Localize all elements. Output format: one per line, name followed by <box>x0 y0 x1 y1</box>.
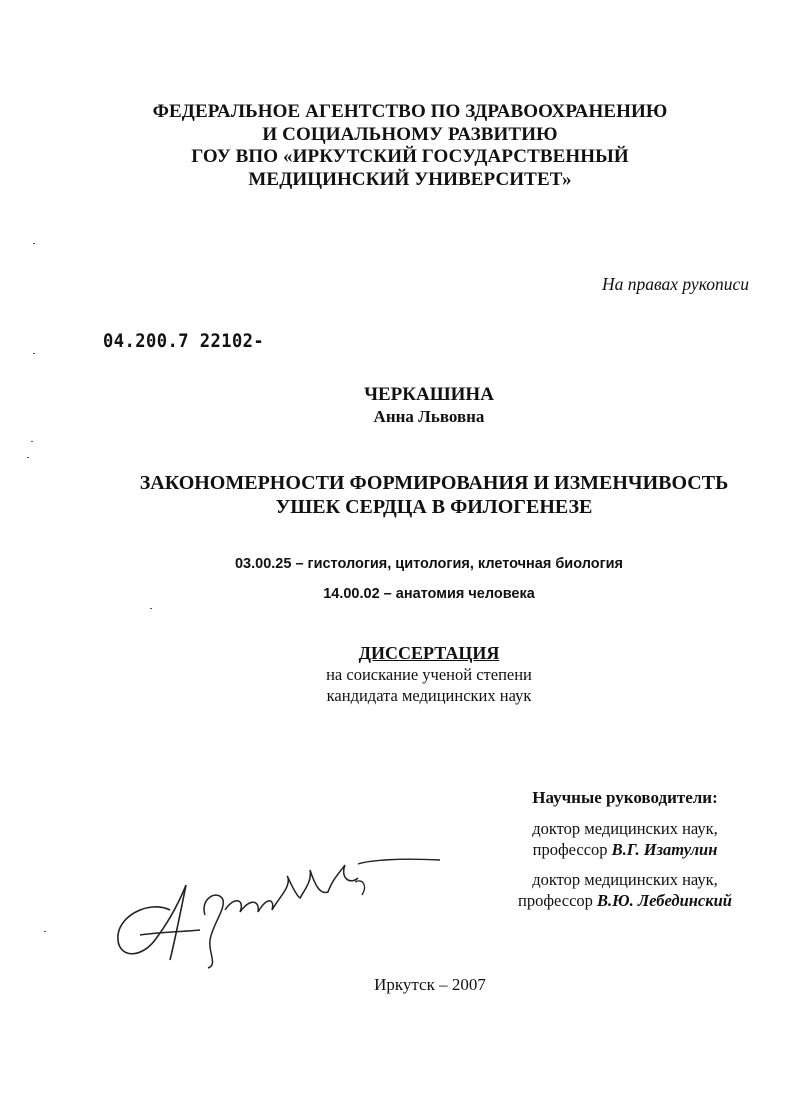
scan-speck <box>33 353 35 354</box>
author-block <box>30 384 798 428</box>
dissertation-type-block <box>30 642 798 706</box>
specialties-list <box>30 549 798 609</box>
supervisor-title: профессор <box>518 891 593 910</box>
author-given-names: Анна Львовна <box>373 407 485 426</box>
organization-line: ГОУ ВПО «ИРКУТСКИЙ ГОСУДАРСТВЕННЫЙ <box>191 146 629 167</box>
organization-header <box>60 101 760 191</box>
handwritten-signature <box>100 840 460 980</box>
organization-line: ФЕДЕРАЛЬНОЕ АГЕНТСТВО ПО ЗДРАВООХРАНЕНИЮ <box>152 101 668 122</box>
supervisor-title-line <box>480 890 770 911</box>
author-surname: ЧЕРКАШИНА <box>364 384 494 405</box>
scan-speck <box>31 441 33 442</box>
scan-speck <box>33 243 35 244</box>
dissertation-heading: ДИССЕРТАЦИЯ <box>358 643 500 663</box>
scan-speck <box>44 931 46 932</box>
supervisor-entry <box>480 818 770 860</box>
supervisor-title: профессор <box>532 840 608 859</box>
dissertation-title <box>35 471 798 519</box>
city-and-year: Иркутск – 2007 <box>374 975 486 994</box>
title-line: ЗАКОНОМЕРНОСТИ ФОРМИРОВАНИЯ И ИЗМЕНЧИВОСТЬ <box>139 472 729 494</box>
supervisor-name: В.Г. Изатулин <box>611 840 718 859</box>
supervisor-name: В.Ю. Лебединский <box>597 891 732 910</box>
scan-speck <box>27 457 29 458</box>
scan-speck <box>150 608 152 609</box>
organization-line: И СОЦИАЛЬНОМУ РАЗВИТИЮ <box>262 123 558 145</box>
supervisor-title-line <box>480 839 770 860</box>
specialty-line: 03.00.25 – гистология, цитология, клеточная биология <box>234 556 624 572</box>
manuscript-rights-note: На правах рукописи <box>602 274 749 294</box>
specialty-line: 14.00.02 – анатомия человека <box>323 586 535 602</box>
title-line: УШЕК СЕРДЦА В ФИЛОГЕНЕЗЕ <box>275 496 593 518</box>
supervisors-block <box>480 787 770 920</box>
degree-line-2: кандидата медицинских наук <box>326 686 532 705</box>
supervisor-entry <box>480 869 770 911</box>
degree-line-1: на соискание ученой степени <box>326 665 532 684</box>
library-stamp-number: 04.200.7 22102- <box>103 330 265 352</box>
supervisors-heading: Научные руководители: <box>532 788 718 807</box>
supervisor-degree: доктор медицинских наук, <box>532 870 718 889</box>
organization-line: МЕДИЦИНСКИЙ УНИВЕРСИТЕТ» <box>248 168 572 190</box>
supervisor-degree: доктор медицинских наук, <box>532 819 718 838</box>
